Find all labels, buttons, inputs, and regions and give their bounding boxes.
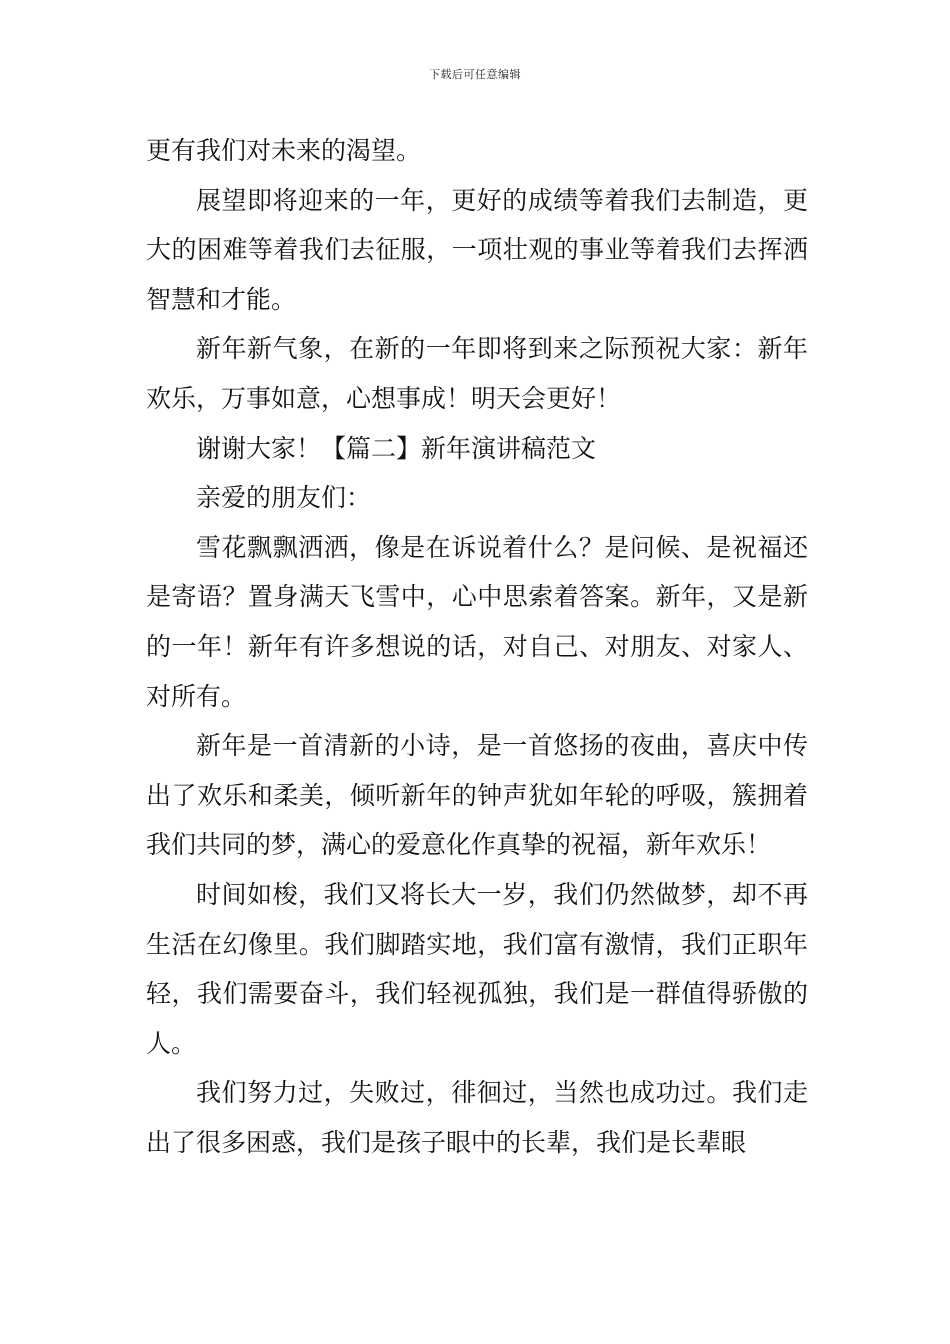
page-header: 下载后可任意编辑 xyxy=(429,68,521,81)
paragraph-4: 谢谢大家！【篇二】新年演讲稿范文 xyxy=(196,433,597,463)
paragraph-8: 时间如梭，我们又将长大一岁，我们仍然做梦，却不再生活在幻像里。我们脚踏实地，我们富有激情，我们正职年轻，我们需要奋斗，我们轻视孤独，我们是一群值得骄傲的人。 xyxy=(146,879,808,1058)
paragraph-7: 新年是一首清新的小诗，是一首悠扬的夜曲，喜庆中传出了欢乐和柔美，倾听新年的钟声犹如年轮的呼吸，簇拥着我们共同的梦，满心的爱意化作真挚的祝福，新年欢乐！ xyxy=(146,731,808,860)
paragraph-9: 我们努力过，失败过，徘徊过，当然也成功过。我们走出了很多困惑，我们是孩子眼中的长辈，我们是长辈眼 xyxy=(146,1078,808,1157)
paragraph-3: 新年新气象，在新的一年即将到来之际预祝大家：新年欢乐，万事如意，心想事成！明天会更好！ xyxy=(146,334,808,413)
paragraph-5: 亲爱的朋友们： xyxy=(196,483,372,513)
paragraph-2: 展望即将迎来的一年，更好的成绩等着我们去制造，更大的困难等着我们去征服，一项壮观的事业等着我们去挥洒智慧和才能。 xyxy=(146,185,808,314)
paragraph-1: 更有我们对未来的渴望。 xyxy=(146,136,422,165)
document-body xyxy=(146,126,808,1167)
paragraph-6: 雪花飘飘洒洒，像是在诉说着什么？是问候、是祝福还是寄语？置身满天飞雪中，心中思索着答案。新年，又是新的一年！新年有许多想说的话，对自己、对朋友、对家人、对所有。 xyxy=(146,532,808,711)
